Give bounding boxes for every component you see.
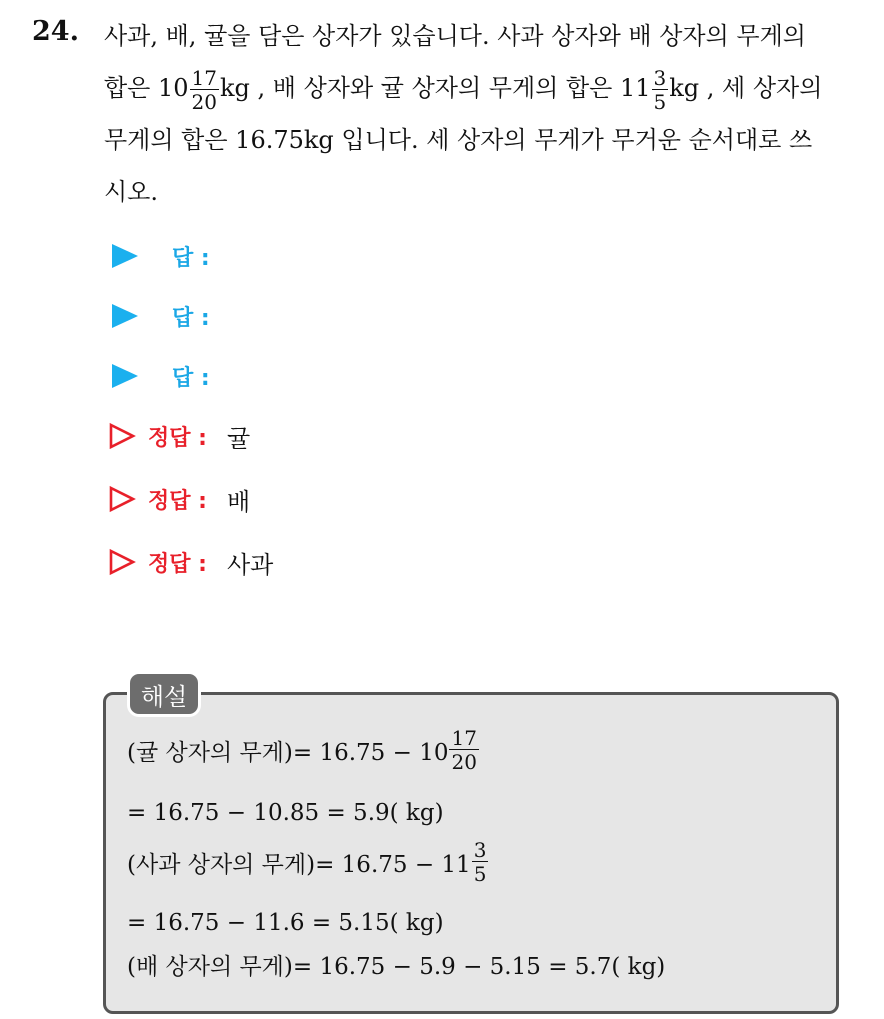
answer-slot-3[interactable]: [108, 356, 608, 396]
answer-key-2: [108, 479, 608, 519]
outline-triangle-icon: [108, 485, 136, 513]
question-line-2: [104, 62, 874, 114]
answer-key-value: 배: [226, 487, 251, 516]
filled-triangle-icon: [112, 364, 138, 388]
explanation-line-1-text: (귤 상자의 무게)= 16.75 − 10: [127, 739, 449, 766]
answer-key-value: 귤: [226, 424, 251, 453]
answer-label: 답 :: [172, 245, 210, 271]
question-line-4: 시오.: [104, 178, 158, 206]
question-number: 24.: [32, 16, 79, 47]
answer-key-label: 정답 :: [148, 488, 207, 514]
answer-key-label: 정답 :: [148, 425, 207, 451]
question-line-3: 무게의 합은 16.75kg 입니다. 세 상자의 무게가 무거운 순서대로 쓰: [104, 126, 813, 154]
filled-triangle-icon: [112, 244, 138, 268]
outline-triangle-icon: [108, 548, 136, 576]
fraction-numerator: 17: [191, 65, 217, 90]
fraction-numerator: 3: [473, 838, 487, 862]
answer-label: 답 :: [172, 305, 210, 331]
fraction-17-20: [190, 65, 219, 114]
fraction-denominator: 5: [653, 89, 667, 114]
answer-label: 답 :: [172, 365, 210, 391]
question-line-1: 사과, 배, 귤을 담은 상자가 있습니다. 사과 상자와 배 상자의 무게의: [104, 22, 806, 50]
answer-key-3: [108, 542, 608, 582]
outline-triangle-icon: [108, 422, 136, 450]
fraction-17-20: [449, 728, 478, 772]
question-line-2-part-c: kg , 세 상자의: [669, 74, 823, 102]
explanation-line-5: (배 상자의 무게)= 16.75 − 5.9 − 5.15 = 5.7( kg): [127, 954, 666, 980]
answer-key-label: 정답 :: [148, 551, 207, 577]
explanation-line-3: [127, 840, 489, 884]
answer-slot-1[interactable]: [108, 236, 608, 276]
question-line-2-part-a: 합은 10: [104, 74, 189, 102]
fraction-3-5: [472, 840, 489, 884]
fraction-numerator: 17: [451, 726, 477, 750]
answer-key-value: 사과: [226, 550, 274, 579]
fraction-denominator: 5: [473, 862, 487, 886]
answer-key-1: [108, 416, 608, 456]
filled-triangle-icon: [112, 304, 138, 328]
explanation-tag: 해설: [130, 674, 198, 714]
explanation-line-3-text: (사과 상자의 무게)= 16.75 − 11: [127, 851, 471, 878]
fraction-3-5: [652, 65, 669, 114]
fraction-denominator: 20: [451, 750, 477, 774]
fraction-denominator: 20: [191, 89, 217, 114]
answer-slot-2[interactable]: [108, 296, 608, 336]
question-line-2-part-b: kg , 배 상자와 귤 상자의 무게의 합은 11: [220, 74, 651, 102]
explanation-line-4: = 16.75 − 11.6 = 5.15( kg): [127, 910, 444, 936]
fraction-numerator: 3: [653, 65, 667, 90]
explanation-line-2: = 16.75 − 10.85 = 5.9( kg): [127, 800, 444, 826]
question-text: [104, 10, 874, 218]
explanation-line-1: [127, 728, 480, 772]
